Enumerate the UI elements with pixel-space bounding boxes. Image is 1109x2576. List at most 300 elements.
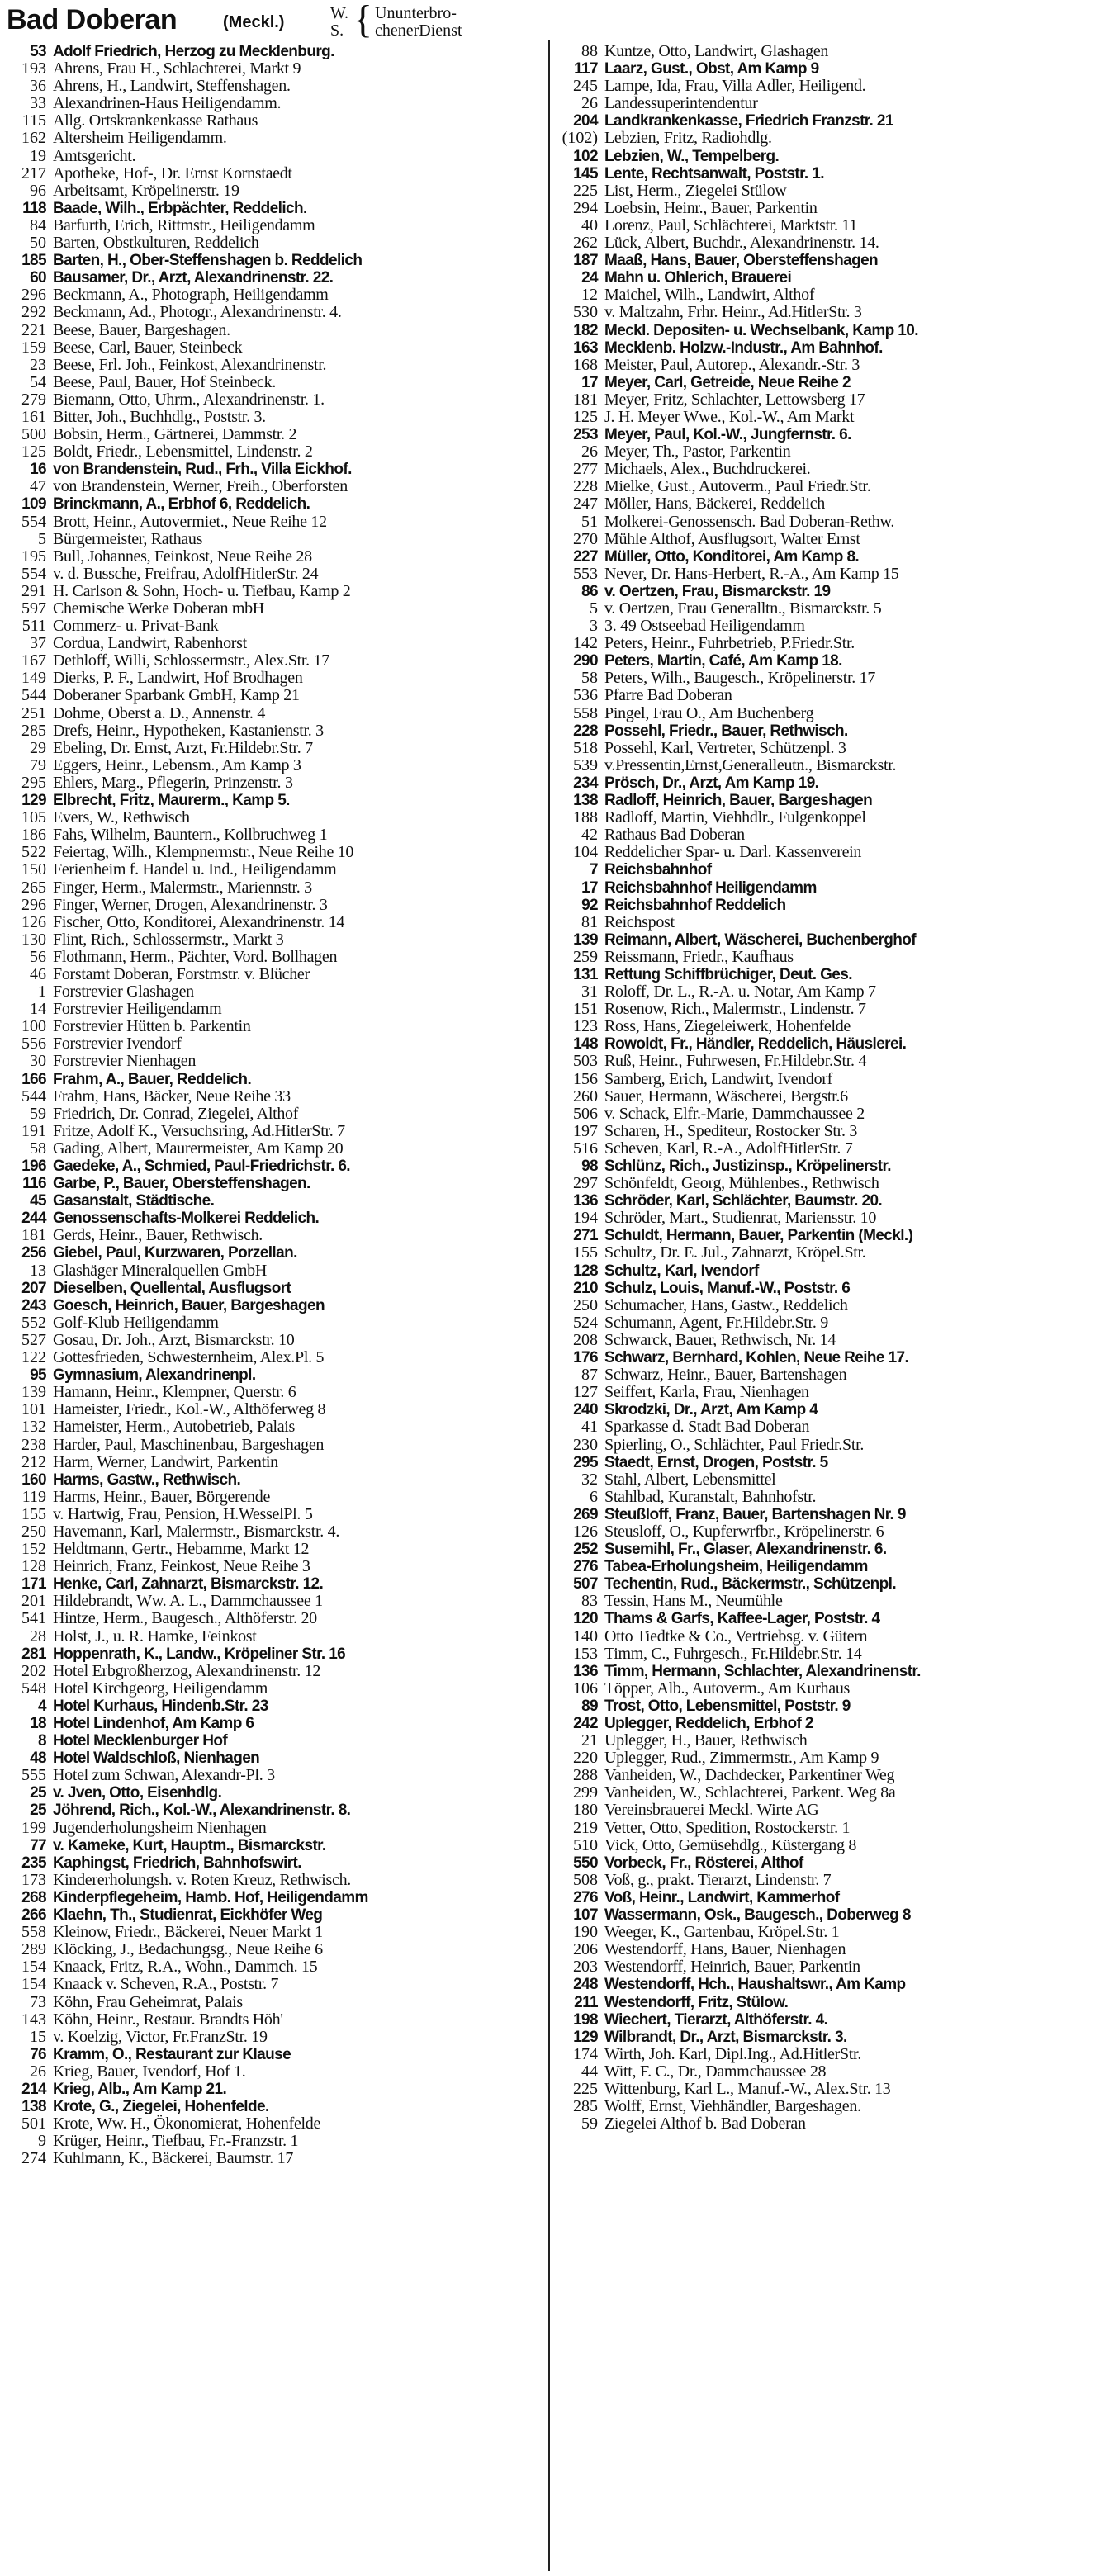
subscriber-name: Schröder, Karl, Schlächter, Baumstr. 20. xyxy=(604,1192,883,1210)
directory-entry xyxy=(558,1837,1103,1854)
directory-entry xyxy=(7,43,543,60)
directory-entry xyxy=(558,1732,1103,1750)
subscriber-name: Harm, Werner, Landwirt, Parkentin xyxy=(53,1453,278,1471)
subscriber-name: Rettung Schiffbrüchiger, Deut. Ges. xyxy=(604,965,852,983)
phone-number: 139 xyxy=(21,1384,46,1402)
phone-number: 544 xyxy=(21,687,46,705)
directory-entry xyxy=(558,861,1103,878)
directory-entry xyxy=(558,461,1103,478)
subscriber-name: Wittenburg, Karl L., Manuf.-W., Alex.Str. 13 xyxy=(604,2080,891,2098)
directory-entry xyxy=(558,148,1103,165)
subscriber-name: Klöcking, J., Bedachungsg., Neue Reihe 6 xyxy=(53,1941,323,1959)
directory-entry xyxy=(7,2081,543,2098)
directory-entry xyxy=(558,548,1103,566)
brace-glyph: { xyxy=(353,0,373,41)
phone-number: 503 xyxy=(573,1053,598,1071)
directory-entry xyxy=(558,1976,1103,1993)
directory-entry xyxy=(7,1715,543,1732)
phone-number: 265 xyxy=(21,878,46,897)
phone-number: 92 xyxy=(581,896,598,914)
phone-number: 288 xyxy=(573,1767,598,1785)
phone-number: 501 xyxy=(21,2115,46,2133)
subscriber-name: Harms, Gastw., Rethwisch. xyxy=(53,1470,241,1489)
phone-number: 276 xyxy=(573,1888,598,1906)
phone-number: 173 xyxy=(21,1871,46,1889)
subscriber-name: Hotel Kirchgeorg, Heiligendamm xyxy=(53,1679,268,1698)
directory-entry xyxy=(7,2029,543,2046)
phone-number: 553 xyxy=(573,565,598,583)
subscriber-name: Kindererholungsh. v. Roten Kreuz, Rethwisch. xyxy=(53,1871,351,1889)
directory-entry xyxy=(558,1698,1103,1715)
directory-entry xyxy=(558,1366,1103,1384)
phone-number: 243 xyxy=(21,1296,46,1314)
phone-number: 271 xyxy=(573,1227,598,1245)
directory-entry xyxy=(558,269,1103,286)
directory-entry xyxy=(7,95,543,112)
subscriber-name: Witt, F. C., Dr., Dammchaussee 28 xyxy=(604,2062,827,2081)
directory-entry xyxy=(7,722,543,740)
phone-number: 597 xyxy=(21,600,46,618)
directory-entry xyxy=(7,1210,543,1227)
subscriber-name: v. Maltzahn, Frhr. Heinr., Ad.HitlerStr. 3 xyxy=(604,304,862,322)
subscriber-name: Possehl, Karl, Vertreter, Schützenpl. 3 xyxy=(604,739,846,757)
directory-entry xyxy=(558,286,1103,304)
phone-number: 548 xyxy=(21,1679,46,1698)
phone-number: 102 xyxy=(573,147,598,165)
directory-entry xyxy=(7,1088,543,1106)
directory-entry xyxy=(558,514,1103,531)
subscriber-name: Möller, Hans, Bäckerei, Reddelich xyxy=(604,495,825,514)
directory-entry xyxy=(7,130,543,147)
phone-number: 181 xyxy=(573,391,598,409)
subscriber-name: Maichel, Wilh., Landwirt, Althof xyxy=(604,286,815,305)
subscriber-name: Gymnasium, Alexandrinenpl. xyxy=(53,1366,256,1385)
subscriber-name: Genossenschafts-Molkerei Reddelich. xyxy=(53,1210,320,1228)
subscriber-name: Forstrevier Glashagen xyxy=(53,983,194,1002)
phone-number: 527 xyxy=(21,1331,46,1349)
phone-number: 201 xyxy=(21,1593,46,1611)
directory-entry xyxy=(7,879,543,897)
subscriber-name: Arbeitsamt, Kröpelinerstr. 19 xyxy=(53,182,239,200)
phone-number: 101 xyxy=(21,1401,46,1419)
phone-number: (102) xyxy=(562,130,598,148)
directory-entry xyxy=(558,357,1103,374)
phone-number: 41 xyxy=(581,1418,598,1437)
subscriber-name: Fritze, Adolf K., Versuchsring, Ad.HitlerStr. 7 xyxy=(53,1122,345,1140)
phone-number: 118 xyxy=(22,199,46,217)
directory-entry xyxy=(7,1314,543,1332)
phone-number: 166 xyxy=(21,1070,46,1088)
directory-entry xyxy=(7,1941,543,1958)
subscriber-name: Havemann, Karl, Malermstr., Bismarckstr. 4. xyxy=(53,1522,340,1541)
phone-number: 3 xyxy=(590,618,598,636)
directory-entry xyxy=(558,1610,1103,1627)
directory-entry xyxy=(7,322,543,339)
directory-entry xyxy=(558,2098,1103,2115)
directory-entry xyxy=(7,792,543,809)
subscriber-name: Harder, Paul, Maschinenbau, Bargeshagen xyxy=(53,1436,325,1454)
directory-entry xyxy=(7,182,543,200)
directory-entry xyxy=(7,1262,543,1280)
phone-number: 16 xyxy=(30,461,46,479)
subscriber-name: Hoppenrath, K., Landw., Kröpeliner Str. 16 xyxy=(53,1645,346,1663)
directory-entry xyxy=(558,757,1103,774)
directory-entry xyxy=(558,1314,1103,1332)
phone-number: 81 xyxy=(581,913,598,931)
subscriber-name: Fischer, Otto, Konditorei, Alexandrinenstr. 14 xyxy=(53,913,345,931)
subscriber-name: Schwarck, Bauer, Rethwisch, Nr. 14 xyxy=(604,1331,836,1349)
subscriber-name: Stahl, Albert, Lebensmittel xyxy=(604,1470,776,1489)
directory-entry xyxy=(7,618,543,635)
subscriber-name: Timm, C., Fuhrgesch., Fr.Hildebr.Str. 14 xyxy=(604,1645,862,1663)
phone-number: 128 xyxy=(573,1262,598,1280)
subscriber-name: Radloff, Heinrich, Bauer, Bargeshagen xyxy=(604,792,873,810)
directory-entry xyxy=(7,1437,543,1454)
subscriber-name: Barten, Obstkulturen, Reddelich xyxy=(53,234,259,253)
directory-entry xyxy=(558,1332,1103,1349)
page-header xyxy=(7,0,543,41)
directory-entry xyxy=(7,1889,543,1906)
directory-entry xyxy=(7,548,543,566)
subscriber-name: Skrodzki, Dr., Arzt, Am Kamp 4 xyxy=(604,1401,818,1419)
phone-number: 197 xyxy=(573,1122,598,1140)
subscriber-name: Brinckmann, A., Erbhof 6, Reddelich. xyxy=(53,495,310,514)
subscriber-name: Krote, G., Ziegelei, Hohenfelde. xyxy=(53,2098,269,2116)
phone-number: 24 xyxy=(581,269,598,287)
subscriber-name: Gerds, Heinr., Bauer, Rethwisch. xyxy=(53,1227,263,1245)
phone-number: 554 xyxy=(21,565,46,583)
phone-number: 214 xyxy=(21,2080,46,2098)
directory-entry xyxy=(7,740,543,757)
subscriber-name: Beese, Frl. Joh., Feinkost, Alexandrinenstr. xyxy=(53,356,327,374)
phone-number: 5 xyxy=(38,530,46,548)
subscriber-name: Töpper, Alb., Autoverm., Am Kurhaus xyxy=(604,1679,851,1698)
directory-entry xyxy=(558,1384,1103,1401)
directory-entry xyxy=(7,2115,543,2133)
directory-entry xyxy=(558,60,1103,78)
phone-number: 15 xyxy=(30,2028,46,2046)
subscriber-name: Kinderpflegeheim, Hamb. Hof, Heiligendamm xyxy=(53,1888,368,1906)
directory-entry xyxy=(7,1872,543,1889)
phone-number: 558 xyxy=(573,704,598,722)
phone-number: 240 xyxy=(573,1401,598,1419)
phone-number: 95 xyxy=(30,1366,46,1385)
subscriber-name: Vereinsbrauerei Meckl. Wirte AG xyxy=(604,1802,819,1820)
directory-entry xyxy=(558,1471,1103,1489)
subscriber-name: Roloff, Dr. L., R.-A. u. Notar, Am Kamp 7 xyxy=(604,983,876,1002)
directory-entry xyxy=(558,1575,1103,1593)
subscriber-name: Uplegger, Reddelich, Erbhof 2 xyxy=(604,1715,813,1732)
subscriber-name: J. H. Meyer Wwe., Kol.-W., Am Markt xyxy=(604,408,855,426)
phone-number: 51 xyxy=(581,513,598,531)
subscriber-name: Ehlers, Marg., Pflegerin, Prinzenstr. 3 xyxy=(53,774,293,792)
subscriber-name: v. Koelzig, Victor, Fr.FranzStr. 19 xyxy=(53,2028,268,2046)
phone-number: 129 xyxy=(21,792,46,810)
subscriber-name: Ziegelei Althof b. Bad Doberan xyxy=(604,2115,806,2133)
directory-entry xyxy=(558,1437,1103,1454)
subscriber-name: Schumacher, Hans, Gastw., Reddelich xyxy=(604,1296,848,1314)
phone-number: 21 xyxy=(581,1732,598,1750)
directory-entry xyxy=(7,200,543,217)
phone-number: 4 xyxy=(38,1697,46,1715)
subscriber-name: Pingel, Frau O., Am Buchenberg xyxy=(604,704,814,722)
phone-number: 210 xyxy=(573,1279,598,1297)
phone-number: 50 xyxy=(30,234,46,253)
subscriber-name: Westendorff, Heinrich, Bauer, Parkentin xyxy=(604,1958,860,1977)
directory-entry xyxy=(7,897,543,914)
directory-entry xyxy=(558,1872,1103,1889)
phone-number: 59 xyxy=(30,1105,46,1123)
subscriber-name: List, Herm., Ziegelei Stülow xyxy=(604,182,787,200)
phone-number: 120 xyxy=(573,1610,598,1628)
phone-number: 500 xyxy=(21,426,46,444)
subscriber-name: Schultz, Dr. E. Jul., Zahnarzt, Kröpel.Str. xyxy=(604,1244,866,1262)
phone-number: 26 xyxy=(30,2062,46,2081)
subscriber-name: Schröder, Mart., Studienrat, Mariensstr. 10 xyxy=(604,1210,877,1228)
directory-entry xyxy=(558,234,1103,252)
phone-number: 294 xyxy=(573,199,598,217)
subscriber-name: Hameister, Friedr., Kol.-W., Althöferweg 8 xyxy=(53,1401,326,1419)
subscriber-name: Meyer, Carl, Getreide, Neue Reihe 2 xyxy=(604,373,851,391)
directory-entry xyxy=(7,1837,543,1854)
phone-number: 508 xyxy=(573,1871,598,1889)
subscriber-name: Vetter, Otto, Spedition, Rostockerstr. 1 xyxy=(604,1819,851,1837)
subscriber-name: Schlünz, Rich., Justizinsp., Kröpelinerstr. xyxy=(604,1158,891,1175)
subscriber-name: Rowoldt, Fr., Händler, Reddelich, Häuslerei. xyxy=(604,1035,907,1054)
directory-entry xyxy=(558,2115,1103,2133)
directory-entry xyxy=(7,1332,543,1349)
directory-entry xyxy=(558,2063,1103,2081)
phone-number: 206 xyxy=(573,1941,598,1959)
subscriber-name: H. Carlson & Sohn, Hoch- u. Tiefbau, Kamp 2 xyxy=(53,582,351,600)
directory-entry xyxy=(558,1454,1103,1471)
service-code: W. S. xyxy=(330,4,349,40)
subscriber-name: von Brandenstein, Werner, Freih., Oberforsten xyxy=(53,478,348,496)
directory-entry xyxy=(7,600,543,618)
subscriber-name: Reichspost xyxy=(604,913,675,931)
directory-entry xyxy=(558,600,1103,618)
directory-entry xyxy=(7,705,543,722)
directory-entry xyxy=(7,2063,543,2081)
directory-entry xyxy=(558,1071,1103,1088)
subscriber-name: Landkrankenkasse, Friedrich Franzstr. 21 xyxy=(604,112,893,130)
phone-number: 1 xyxy=(38,983,46,1002)
directory-entry xyxy=(558,252,1103,269)
subscriber-name: Heinrich, Franz, Feinkost, Neue Reihe 3 xyxy=(53,1558,310,1576)
phone-number: 186 xyxy=(21,826,46,845)
directory-entry xyxy=(7,1053,543,1070)
directory-entry xyxy=(558,635,1103,652)
directory-entry xyxy=(558,1401,1103,1418)
subscriber-name: Weeger, K., Gartenbau, Kröpel.Str. 1 xyxy=(604,1924,840,1942)
phone-number: 86 xyxy=(581,582,598,600)
phone-number: 176 xyxy=(573,1349,598,1367)
phone-number: 289 xyxy=(21,1941,46,1959)
phone-number: 5 xyxy=(590,600,598,618)
subscriber-name: Steusloff, O., Kupferwrfbr., Kröpelinerstr. 6 xyxy=(604,1522,884,1541)
directory-entry xyxy=(7,286,543,304)
phone-number: 6 xyxy=(590,1488,598,1506)
subscriber-name: Kleinow, Friedr., Bäckerei, Neuer Markt 1 xyxy=(53,1924,323,1942)
subscriber-name: Müller, Otto, Konditorei, Am Kamp 8. xyxy=(604,547,860,566)
subscriber-name: Garbe, P., Bauer, Obersteffenshagen. xyxy=(53,1175,310,1193)
phone-number: 506 xyxy=(573,1105,598,1123)
phone-number: 290 xyxy=(573,652,598,670)
phone-number: 511 xyxy=(21,618,46,636)
phone-number: 109 xyxy=(21,495,46,514)
phone-number: 127 xyxy=(573,1384,598,1402)
directory-entry xyxy=(7,148,543,165)
phone-number: 143 xyxy=(21,2010,46,2029)
directory-entry xyxy=(7,1784,543,1802)
phone-number: 128 xyxy=(21,1558,46,1576)
phone-number: 125 xyxy=(21,443,46,462)
phone-number: 220 xyxy=(573,1750,598,1768)
phone-number: 182 xyxy=(573,321,598,339)
subscriber-name: Allg. Ortskrankenkasse Rathaus xyxy=(53,112,258,130)
phone-number: 256 xyxy=(21,1244,46,1262)
directory-entry xyxy=(7,269,543,286)
phone-number: 555 xyxy=(21,1767,46,1785)
directory-entry xyxy=(558,1349,1103,1366)
directory-entry xyxy=(558,1175,1103,1192)
subscriber-name: Meister, Paul, Autorep., Alexandr.-Str. 3 xyxy=(604,356,860,374)
subscriber-name: Ahrens, Frau H., Schlachterei, Markt 9 xyxy=(53,60,301,78)
directory-entry xyxy=(7,1628,543,1646)
directory-entry xyxy=(558,740,1103,757)
phone-number: 195 xyxy=(21,547,46,566)
phone-number: 162 xyxy=(21,130,46,148)
directory-entry xyxy=(7,1244,543,1262)
directory-entry xyxy=(7,1071,543,1088)
phone-number: 270 xyxy=(573,530,598,548)
directory-entry xyxy=(7,1227,543,1244)
directory-entry xyxy=(558,1418,1103,1436)
directory-entry xyxy=(7,1698,543,1715)
directory-entry xyxy=(558,844,1103,861)
subscriber-name: Barfurth, Erich, Rittmstr., Heiligendamm xyxy=(53,216,315,234)
directory-entry xyxy=(558,1541,1103,1558)
subscriber-name: Maaß, Hans, Bauer, Obersteffenshagen xyxy=(604,252,879,270)
directory-entry xyxy=(7,1018,543,1035)
subscriber-name: Alexandrinen-Haus Heiligendamm. xyxy=(53,95,282,113)
subscriber-name: Fahs, Wilhelm, Bauntern., Kollbruchweg 1 xyxy=(53,826,328,845)
directory-entry xyxy=(558,1158,1103,1175)
subscriber-name: Westendorff, Hch., Haushaltswr., Am Kamp xyxy=(604,1976,906,1994)
subscriber-name: Golf-Klub Heiligendamm xyxy=(53,1314,219,1332)
phone-number: 530 xyxy=(573,304,598,322)
directory-entry xyxy=(7,1158,543,1175)
phone-number: 60 xyxy=(30,269,46,287)
phone-number: 138 xyxy=(573,792,598,810)
subscriber-name: Stahlbad, Kuranstalt, Bahnhofstr. xyxy=(604,1488,817,1506)
phone-number: 105 xyxy=(21,809,46,827)
subscriber-name: v. d. Bussche, Freifrau, AdolfHitlerStr. 24 xyxy=(53,565,319,583)
subscriber-name: Schulz, Louis, Manuf.-W., Poststr. 6 xyxy=(604,1279,851,1297)
directory-entry xyxy=(7,583,543,600)
phone-number: 191 xyxy=(21,1122,46,1140)
subscriber-name: Westendorff, Hans, Bauer, Nienhagen xyxy=(604,1941,846,1959)
subscriber-name: Vanheiden, W., Dachdecker, Parkentiner Weg xyxy=(604,1767,895,1785)
phone-number: 248 xyxy=(573,1976,598,1994)
subscriber-name: Loebsin, Heinr., Bauer, Parkentin xyxy=(604,199,818,217)
phone-number: 225 xyxy=(573,2080,598,2098)
subscriber-name: Lampe, Ida, Frau, Villa Adler, Heiligend. xyxy=(604,78,866,96)
subscriber-name: Forstrevier Nienhagen xyxy=(53,1053,197,1071)
directory-entry xyxy=(558,826,1103,844)
directory-entry xyxy=(558,1053,1103,1070)
directory-entry xyxy=(558,983,1103,1001)
subscriber-name: Trost, Otto, Lebensmittel, Poststr. 9 xyxy=(604,1697,851,1715)
directory-entry xyxy=(558,78,1103,95)
phone-number: 558 xyxy=(21,1924,46,1942)
phone-number: 58 xyxy=(581,670,598,688)
subscriber-name: Adolf Friedrich, Herzog zu Mecklenburg. xyxy=(53,43,334,60)
phone-number: 556 xyxy=(21,1035,46,1054)
phone-number: 150 xyxy=(21,861,46,879)
phone-number: 292 xyxy=(21,304,46,322)
directory-entry xyxy=(558,1663,1103,1680)
phone-number: 12 xyxy=(581,286,598,305)
directory-entry xyxy=(558,1227,1103,1244)
phone-number: 47 xyxy=(30,478,46,496)
directory-entry xyxy=(558,618,1103,635)
subscriber-name: Sparkasse d. Stadt Bad Doberan xyxy=(604,1418,810,1437)
phone-number: 207 xyxy=(21,1279,46,1297)
directory-entry xyxy=(7,1175,543,1192)
subscriber-name: Meyer, Th., Pastor, Parkentin xyxy=(604,443,791,462)
subscriber-name: Giebel, Paul, Kurzwaren, Porzellan. xyxy=(53,1244,297,1262)
subscriber-name: Krieg, Alb., Am Kamp 21. xyxy=(53,2080,227,2098)
subscriber-name: Westendorff, Fritz, Stülow. xyxy=(604,1993,789,2011)
subscriber-name: Radloff, Martin, Viehhdlr., Fulgenkoppel xyxy=(604,809,866,827)
subscriber-name: Amtsgericht. xyxy=(53,147,136,165)
subscriber-name: 3. 49 Ostseebad Heiligendamm xyxy=(604,618,805,636)
subscriber-name: Bobsin, Herm., Gärtnerei, Dammstr. 2 xyxy=(53,426,297,444)
phone-number: 252 xyxy=(573,1541,598,1559)
directory-entry xyxy=(558,43,1103,60)
subscriber-name: Landessuperintendentur xyxy=(604,95,758,113)
directory-entry xyxy=(558,495,1103,513)
subscriber-name: Hotel Lindenhof, Am Kamp 6 xyxy=(53,1715,254,1732)
phone-number: 131 xyxy=(573,965,598,983)
phone-number: 247 xyxy=(573,495,598,514)
subscriber-name: Lück, Albert, Buchdr., Alexandrinenstr. 14. xyxy=(604,234,879,253)
subscriber-name: Susemihl, Fr., Glaser, Alexandrinenstr. 6. xyxy=(604,1541,887,1559)
directory-entry xyxy=(558,200,1103,217)
phone-number: 163 xyxy=(573,339,598,357)
subscriber-name: Hildebrandt, Ww. A. L., Dammchaussee 1 xyxy=(53,1593,323,1611)
directory-entry xyxy=(7,1854,543,1872)
subscriber-name: Hotel Kurhaus, Hindenb.Str. 23 xyxy=(53,1697,268,1715)
subscriber-name: Dethloff, Willi, Schlossermstr., Alex.Str. 17 xyxy=(53,652,329,670)
phone-number: 151 xyxy=(573,1001,598,1019)
subscriber-name: Forstrevier Heiligendamm xyxy=(53,1001,222,1019)
phone-number: 132 xyxy=(21,1418,46,1437)
subscriber-name: Hotel Mecklenburger Hof xyxy=(53,1732,228,1750)
phone-number: 228 xyxy=(573,478,598,496)
phone-number: 174 xyxy=(573,2045,598,2063)
subscriber-name: Brott, Heinr., Autovermiet., Neue Reihe 12 xyxy=(53,513,327,531)
subscriber-name: v. Schack, Elfr.-Marie, Dammchaussee 2 xyxy=(604,1105,865,1123)
subscriber-name: Eggers, Heinr., Lebensm., Am Kamp 3 xyxy=(53,756,301,774)
phone-number: 79 xyxy=(30,756,46,774)
subscriber-name: Schultz, Karl, Ivendorf xyxy=(604,1262,759,1280)
directory-entry xyxy=(7,1994,543,2011)
directory-entry xyxy=(7,1106,543,1123)
subscriber-name: Gottesfrieden, Schwesternheim, Alex.Pl. 5 xyxy=(53,1349,325,1367)
directory-entry xyxy=(558,1802,1103,1819)
